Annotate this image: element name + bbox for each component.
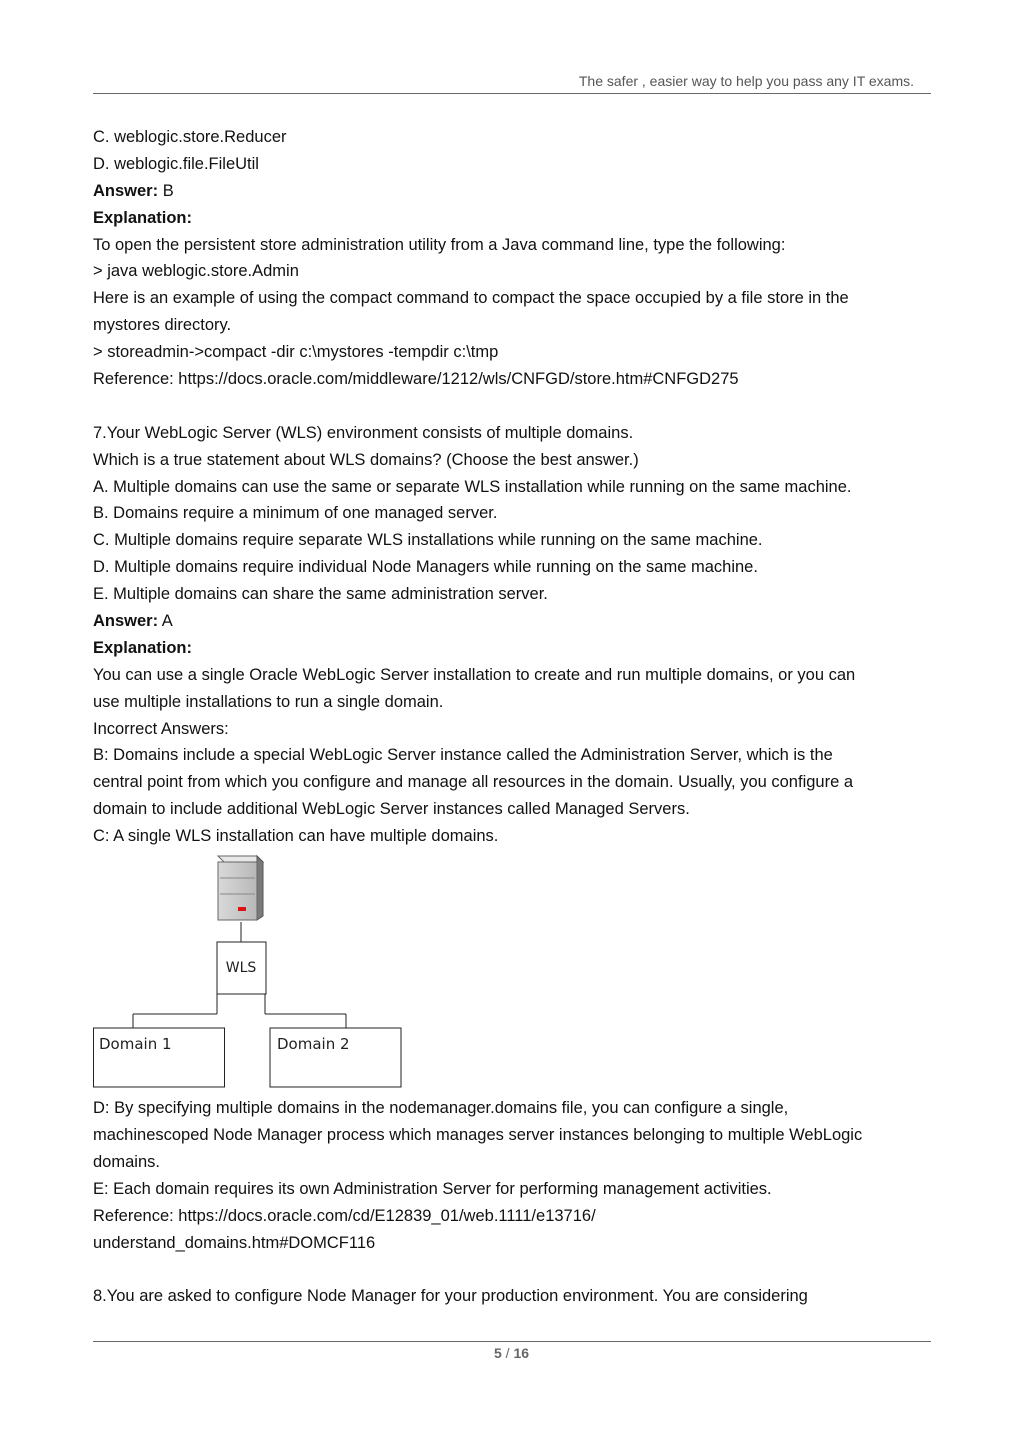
q7-after-line: D: By specifying multiple domains in the nodemanager.domains file, you can configure a single, bbox=[93, 1099, 789, 1118]
answer-label: Answer: bbox=[93, 181, 159, 200]
q6-explanation-line: > storeadmin->compact -dir c:\mystores -tempdir c:\tmp bbox=[93, 343, 499, 362]
q6-option-c: C. weblogic.store.Reducer bbox=[93, 128, 287, 146]
q7-explanation-label: Explanation: bbox=[93, 638, 193, 657]
footer-rule bbox=[93, 1341, 931, 1342]
domain1-label: Domain 1 bbox=[99, 1035, 172, 1054]
spacer bbox=[93, 393, 938, 420]
header-rule bbox=[93, 93, 931, 94]
q7-explanation-line: Incorrect Answers: bbox=[93, 719, 229, 738]
q7-reference: Reference: https://docs.oracle.com/cd/E12839_01/web.1111/e13716/ bbox=[93, 1206, 596, 1225]
page-total: 16 bbox=[513, 1345, 530, 1361]
q7-explanation-line: B: Domains include a special WebLogic Server instance called the Administration Server, which is the bbox=[93, 746, 833, 765]
spacer bbox=[93, 1256, 938, 1283]
q6-reference: Reference: https://docs.oracle.com/middleware/1212/wls/CNFGD/store.htm#CNFGD275 bbox=[93, 370, 739, 389]
page-number bbox=[0, 1345, 1023, 1361]
q7-explanation-line: use multiple installations to run a single domain. bbox=[93, 692, 444, 711]
page-current: 5 bbox=[493, 1345, 502, 1361]
q7-question: Which is a true statement about WLS domains? (Choose the best answer.) bbox=[93, 450, 639, 469]
server-icon bbox=[218, 856, 263, 920]
q6-explanation-label: Explanation: bbox=[93, 208, 193, 227]
wls-label: WLS bbox=[225, 960, 257, 977]
q8-question: 8.You are asked to configure Node Manager for your production environment. You are considering bbox=[93, 1287, 808, 1306]
wls-domains-diagram bbox=[93, 852, 413, 1090]
q6-answer bbox=[93, 178, 938, 205]
q7-reference: understand_domains.htm#DOMCF116 bbox=[93, 1233, 376, 1252]
q7-question: 7.Your WebLogic Server (WLS) environment consists of multiple domains. bbox=[93, 423, 634, 442]
q6-explanation-line: Here is an example of using the compact command to compact the space occupied by a file store in the bbox=[93, 289, 849, 308]
q7-explanation-line: C: A single WLS installation can have multiple domains. bbox=[93, 827, 499, 846]
q6-explanation-line: mystores directory. bbox=[93, 316, 232, 335]
answer-value: A bbox=[158, 612, 173, 631]
q7-explanation-line: domain to include additional WebLogic Server instances called Managed Servers. bbox=[93, 800, 690, 819]
q7-explanation-line: central point from which you configure and manage all resources in the domain. Usually, you configure a bbox=[93, 773, 854, 792]
header-tagline: The safer , easier way to help you pass any IT exams. bbox=[578, 73, 914, 89]
q7-after-line: E: Each domain requires its own Administration Server for performing management activities. bbox=[93, 1179, 772, 1198]
domain2-label: Domain 2 bbox=[277, 1035, 350, 1054]
q7-option-e: E. Multiple domains can share the same administration server. bbox=[93, 585, 548, 604]
q6-explanation-line: > java weblogic.store.Admin bbox=[93, 262, 299, 281]
q7-answer bbox=[93, 608, 938, 635]
q6-explanation-line: To open the persistent store administration utility from a Java command line, type the following: bbox=[93, 235, 786, 254]
q7-explanation-line: You can use a single Oracle WebLogic Server installation to create and run multiple domains, or you can bbox=[93, 665, 856, 684]
q6-option-d: D. weblogic.file.FileUtil bbox=[93, 154, 259, 173]
answer-label: Answer: bbox=[93, 612, 159, 631]
q7-option-d: D. Multiple domains require individual Node Managers while running on the same machine. bbox=[93, 558, 758, 577]
q7-option-b: B. Domains require a minimum of one managed server. bbox=[93, 504, 498, 523]
q7-after-line: machinescoped Node Manager process which manages server instances belonging to multiple WebLogic bbox=[93, 1125, 863, 1144]
page-content bbox=[93, 124, 938, 1310]
page-separator: / bbox=[501, 1345, 514, 1361]
q7-option-c: C. Multiple domains require separate WLS installations while running on the same machine. bbox=[93, 531, 763, 550]
answer-value: B bbox=[158, 181, 174, 200]
q7-after-line: domains. bbox=[93, 1152, 160, 1171]
q7-option-a: A. Multiple domains can use the same or separate WLS installation while running on the same machine. bbox=[93, 477, 852, 496]
